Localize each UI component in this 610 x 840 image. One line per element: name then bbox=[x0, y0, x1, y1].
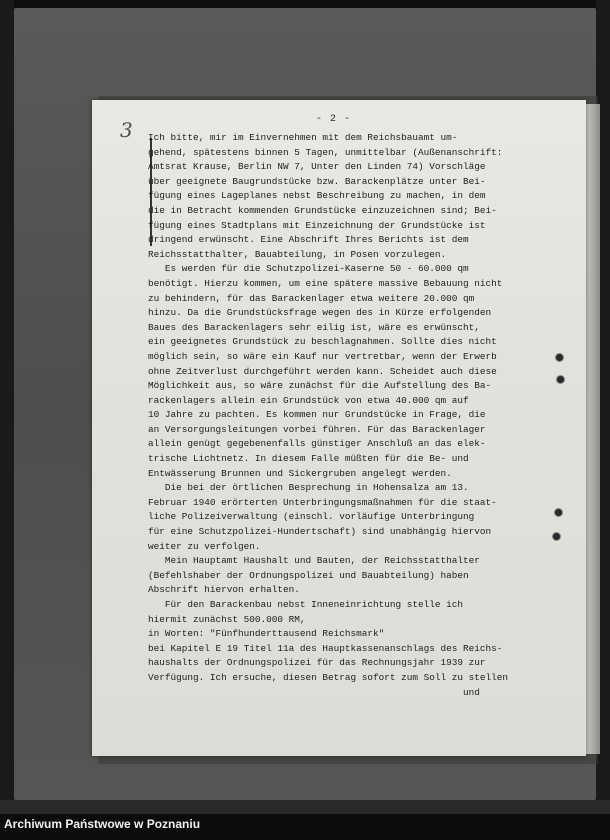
document-line: ein geeignetes Grundstück zu beschlagnahmen. Sollte dies nicht bbox=[148, 336, 497, 348]
document-line: Für den Barackenbau nebst Inneneinrichtung stelle ich bbox=[148, 599, 464, 610]
document-line: Februar 1940 erörterten Unterbringungsmaßnahmen für die staat- bbox=[148, 496, 497, 508]
page-edge bbox=[586, 104, 600, 754]
punch-hole bbox=[554, 508, 563, 517]
document-line: haushalts der Ordnungspolizei für das Rechnungsjahr 1939 zur bbox=[148, 657, 486, 669]
document-line: zu behindern, für das Barackenlager etwa weitere 20.000 qm bbox=[148, 292, 475, 304]
document-line: Reichsstatthalter, Bauabteilung, in Posen vorzulegen. bbox=[148, 248, 447, 260]
document-line: fügung eines Lageplanes nebst Beschreibung zu machen, in dem bbox=[148, 190, 486, 202]
document-line: Baues des Barackenlagers sehr eilig ist, wäre es erwünscht, bbox=[148, 321, 480, 333]
document-line: Abschrift hiervon erhalten. bbox=[148, 584, 300, 596]
document-line: Amtsrat Krause, Berlin NW 7, Unter den Linden 74) Vorschläge bbox=[148, 161, 486, 173]
punch-hole bbox=[556, 375, 565, 384]
page-number: - 2 - bbox=[316, 114, 352, 125]
document-line: Verfügung. Ich ersuche, diesen Betrag sofort zum Soll zu stellen bbox=[148, 671, 509, 683]
document-line: Mein Hauptamt Haushalt und Bauten, der Reichsstatthalter bbox=[148, 555, 480, 567]
film-strip-bottom bbox=[0, 800, 610, 814]
document-line: hinzu. Da die Grundstücksfrage wegen des in Kürze erfolgenden bbox=[148, 307, 492, 319]
document-line: in Worten: "Fünfhunderttausend Reichsmark" bbox=[148, 628, 385, 640]
document-line: die in Betracht kommenden Grundstücke einzuzeichnen sind; Bei- bbox=[148, 204, 497, 216]
document-line: bei Kapitel E 19 Titel 11a des Hauptkassenanschlags des Reichs- bbox=[148, 642, 503, 654]
document-line: allein genügt gegebenenfalls günstiger Anschluß an das elek- bbox=[148, 438, 486, 450]
document-line: liche Polizeiverwaltung (einschl. vorläufige Unterbringung bbox=[148, 511, 475, 523]
document-line: trische Lichtnetz. In diesem Falle müßten für die Be- und bbox=[148, 453, 469, 465]
document-line: Die bei der örtlichen Besprechung in Hohensalza am 13. bbox=[148, 482, 469, 494]
document-line: Ich bitte, mir im Einvernehmen mit dem Reichsbauamt um- bbox=[148, 132, 458, 143]
document-line: für eine Schutzpolizei-Hundertschaft) sind unabhängig hiervon bbox=[148, 526, 492, 538]
document-line: über geeignete Baugrundstücke bzw. Barackenplätze unter Bei- bbox=[148, 175, 486, 187]
document-line: ohne Zeitverlust durchgeführt werden kann. Scheidet auch diese bbox=[148, 365, 497, 377]
document-line: Möglichkeit aus, so wäre zunächst für die Aufstellung des Ba- bbox=[148, 380, 492, 392]
document-line: möglich sein, so wäre ein Kauf nur vertretbar, wenn der Erwerb bbox=[148, 350, 497, 362]
archive-label: Archiwum Państwowe w Poznaniu bbox=[4, 817, 201, 831]
document-line: rackenlagers allein ein Grundstück von etwa 40.000 qm auf bbox=[148, 394, 469, 406]
margin-number: 3 bbox=[120, 118, 133, 142]
document-line: fügung eines Stadtplans mit Einzeichnung der Grundstücke ist bbox=[148, 219, 486, 231]
document-line: benötigt. Hierzu kommen, um eine spätere massive Bebauung nicht bbox=[148, 277, 503, 289]
document-line: Entwässerung Brunnen und Sickergruben angelegt werden. bbox=[148, 467, 452, 479]
punch-hole bbox=[555, 353, 564, 362]
document-line: Es werden für die Schutzpolizei-Kaserne 50 - 60.000 qm bbox=[148, 263, 469, 275]
document-line: dringend erwünscht. Eine Abschrift Ihres Berichts ist dem bbox=[148, 234, 469, 246]
document-line: und bbox=[148, 686, 480, 698]
document-line: 10 Jahre zu pachten. Es kommen nur Grundstücke in Frage, die bbox=[148, 409, 486, 421]
document-line: weiter zu verfolgen. bbox=[148, 540, 261, 552]
document-line: gehend, spätestens binnen 5 Tagen, unmittelbar (Außenanschrift: bbox=[148, 146, 503, 158]
film-strip-top bbox=[14, 0, 596, 8]
document-line: an Versorgungsleitungen vorbei führen. Für das Barackenlager bbox=[148, 423, 486, 435]
document-line: (Befehlshaber der Ordnungspolizei und Bauabteilung) haben bbox=[148, 569, 469, 581]
document-line: hiermit zunächst 500.000 RM, bbox=[148, 613, 306, 625]
punch-hole bbox=[552, 532, 561, 541]
document-body bbox=[148, 131, 548, 700]
